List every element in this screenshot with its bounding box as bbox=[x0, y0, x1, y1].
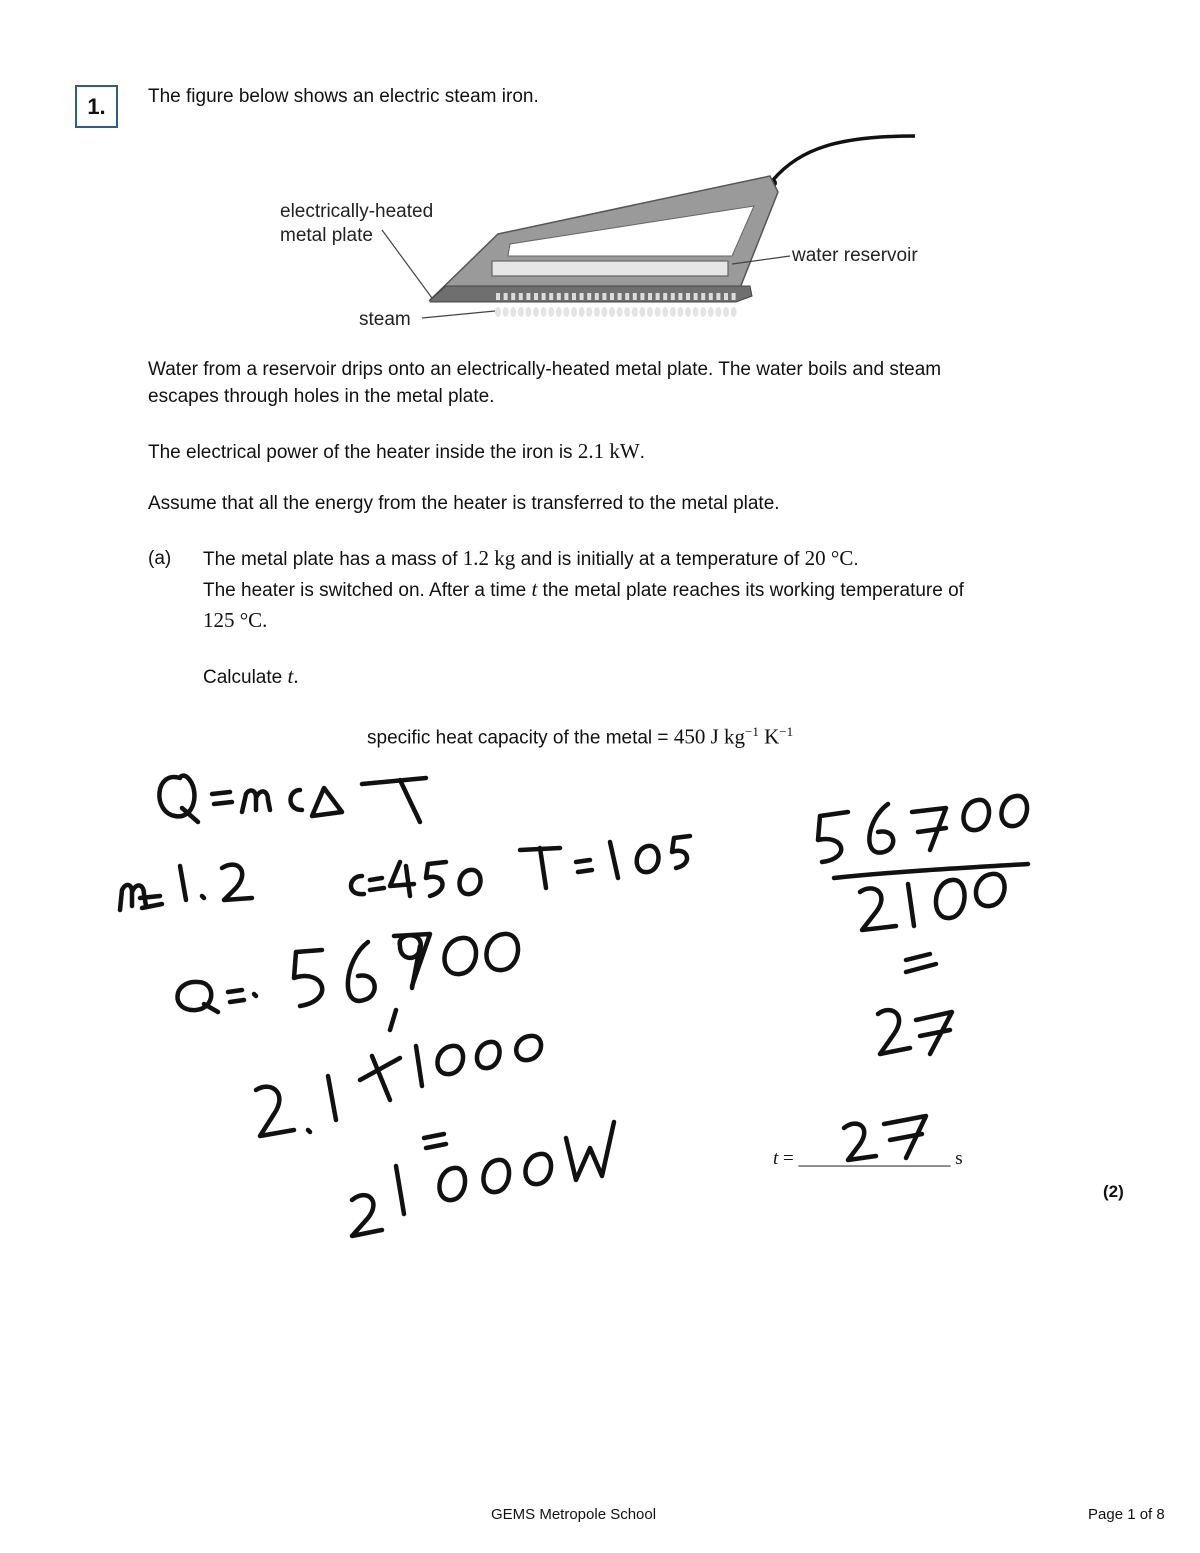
part-a-line3 bbox=[203, 607, 267, 635]
plate-hole bbox=[610, 293, 614, 300]
steam-puff bbox=[601, 307, 607, 317]
plate-hole bbox=[701, 293, 705, 300]
shc-exp2: −1 bbox=[779, 724, 794, 739]
steam-puff bbox=[639, 307, 645, 317]
plate-hole bbox=[504, 293, 508, 300]
footer-school: GEMS Metropole School bbox=[491, 1506, 657, 1523]
plate-hole bbox=[640, 293, 644, 300]
steam-puff bbox=[715, 307, 721, 317]
plate-hole bbox=[542, 293, 546, 300]
shc-unit2: K bbox=[758, 724, 780, 749]
power-suffix: . bbox=[639, 442, 645, 463]
plate-hole bbox=[587, 293, 591, 300]
steam-puff bbox=[563, 307, 569, 317]
plate-hole bbox=[557, 293, 561, 300]
steam-puff bbox=[700, 307, 706, 317]
specific-heat-capacity bbox=[367, 718, 793, 751]
plate-hole bbox=[496, 293, 500, 300]
plate-hole bbox=[534, 293, 538, 300]
plate-hole bbox=[686, 293, 690, 300]
calculate-instruction bbox=[203, 663, 299, 691]
question-intro: The figure below shows an electric steam iron. bbox=[148, 86, 539, 107]
part-a-line1-text2: and is initially at a temperature of bbox=[515, 549, 805, 570]
answer-variable: t bbox=[773, 1148, 779, 1169]
handwriting-line1 bbox=[159, 776, 426, 822]
plate-hole bbox=[694, 293, 698, 300]
label-plate-line2: metal plate bbox=[280, 225, 373, 246]
label-plate-line1: electrically-heated bbox=[280, 201, 434, 222]
part-a-line1-end: . bbox=[853, 549, 859, 570]
steam-puff bbox=[655, 307, 661, 317]
steam-puff bbox=[586, 307, 592, 317]
handwriting-line2 bbox=[120, 836, 690, 910]
assumption: Assume that all the energy from the heater is transferred to the metal plate. bbox=[148, 493, 780, 514]
handwriting-line3 bbox=[177, 934, 518, 1030]
final-temp: 125 °C bbox=[203, 608, 263, 632]
plate-hole bbox=[732, 293, 736, 300]
initial-temp: 20 °C bbox=[804, 546, 854, 570]
plate-hole bbox=[663, 293, 667, 300]
steam-leader-line bbox=[422, 311, 495, 318]
calculate-variable: t bbox=[287, 664, 294, 688]
plate-hole bbox=[656, 293, 660, 300]
steam-puff bbox=[677, 307, 683, 317]
plate-hole bbox=[511, 293, 515, 300]
plate-hole bbox=[602, 293, 606, 300]
steam-puff bbox=[617, 307, 623, 317]
steam-puff bbox=[723, 307, 729, 317]
plate-hole bbox=[549, 293, 553, 300]
steam-puff bbox=[533, 307, 539, 317]
steam-puff bbox=[495, 307, 501, 317]
plate-leader-line bbox=[382, 230, 432, 298]
plate-hole bbox=[580, 293, 584, 300]
label-steam: steam bbox=[359, 309, 411, 330]
calculate-text: Calculate bbox=[203, 667, 288, 688]
time-variable: t bbox=[531, 577, 538, 601]
steam-puff bbox=[662, 307, 668, 317]
power-value: 2.1 kW bbox=[577, 439, 640, 463]
power-statement bbox=[148, 438, 645, 466]
plate-hole bbox=[633, 293, 637, 300]
mass-value: 1.2 kg bbox=[462, 546, 516, 570]
steam-puff bbox=[579, 307, 585, 317]
plate-hole bbox=[648, 293, 652, 300]
handwritten-working bbox=[100, 750, 1060, 1250]
steam-puff bbox=[632, 307, 638, 317]
handwriting-line5 bbox=[352, 1122, 614, 1236]
part-a-line2-text2: the metal plate reaches its working temperature of bbox=[537, 580, 964, 601]
plate-hole bbox=[625, 293, 629, 300]
part-a-line3-end: . bbox=[262, 608, 268, 632]
footer-page: Page 1 of 8 bbox=[1088, 1506, 1165, 1523]
plate-hole bbox=[564, 293, 568, 300]
label-water-reservoir: water reservoir bbox=[792, 245, 918, 266]
plate-hole bbox=[716, 293, 720, 300]
part-a-label: (a) bbox=[148, 548, 172, 569]
plate-hole bbox=[595, 293, 599, 300]
para1-line1: Water from a reservoir drips onto an electrically-heated metal plate. The water boils and steam bbox=[148, 359, 942, 380]
answer-blank[interactable]: ________________ bbox=[798, 1148, 951, 1169]
steam-puff bbox=[556, 307, 562, 317]
answer-line bbox=[773, 1148, 963, 1170]
part-a-line2 bbox=[203, 576, 964, 604]
steam-puff bbox=[708, 307, 714, 317]
steam-puff bbox=[670, 307, 676, 317]
para1-line2: escapes through holes in the metal plate. bbox=[148, 386, 495, 407]
steam-puff bbox=[731, 307, 737, 317]
plate-hole bbox=[671, 293, 675, 300]
answer-equals: = bbox=[778, 1148, 799, 1169]
steam-puff bbox=[647, 307, 653, 317]
shc-exp1: −1 bbox=[745, 724, 759, 739]
steam-puff bbox=[624, 307, 630, 317]
steam-puff bbox=[594, 307, 600, 317]
steam-puff bbox=[541, 307, 547, 317]
answer-unit: s bbox=[950, 1148, 963, 1169]
steam-puff bbox=[548, 307, 554, 317]
steam-puff bbox=[571, 307, 577, 317]
plate-hole bbox=[709, 293, 713, 300]
steam-puff bbox=[510, 307, 516, 317]
power-prefix: The electrical power of the heater inside the iron is bbox=[148, 442, 578, 463]
shc-value: 450 J kg bbox=[673, 724, 745, 749]
marks: (2) bbox=[1103, 1182, 1124, 1201]
plate-hole bbox=[618, 293, 622, 300]
steam-puff bbox=[685, 307, 691, 317]
part-a-line1-text: The metal plate has a mass of bbox=[203, 549, 463, 570]
steam-puff bbox=[525, 307, 531, 317]
plate-hole bbox=[519, 293, 523, 300]
question-number-box bbox=[75, 85, 118, 128]
plate-hole bbox=[678, 293, 682, 300]
steam-puff bbox=[693, 307, 699, 317]
steam-puff bbox=[518, 307, 524, 317]
shc-text: specific heat capacity of the metal = bbox=[367, 727, 674, 749]
water-reservoir bbox=[492, 261, 728, 276]
handwriting-line4 bbox=[256, 1036, 541, 1136]
part-a-line1 bbox=[203, 545, 859, 573]
plate-hole bbox=[724, 293, 728, 300]
plate-hole bbox=[526, 293, 530, 300]
calculate-end: . bbox=[293, 664, 299, 688]
steam-puffs bbox=[495, 307, 737, 317]
question-number: 1. bbox=[87, 93, 106, 119]
steam-puff bbox=[609, 307, 615, 317]
plate-hole bbox=[572, 293, 576, 300]
handwriting-right bbox=[818, 796, 1028, 1054]
steam-puff bbox=[503, 307, 509, 317]
iron-cord bbox=[773, 136, 915, 180]
part-a-line2-text: The heater is switched on. After a time bbox=[203, 580, 532, 601]
steam-iron-figure bbox=[270, 128, 950, 338]
